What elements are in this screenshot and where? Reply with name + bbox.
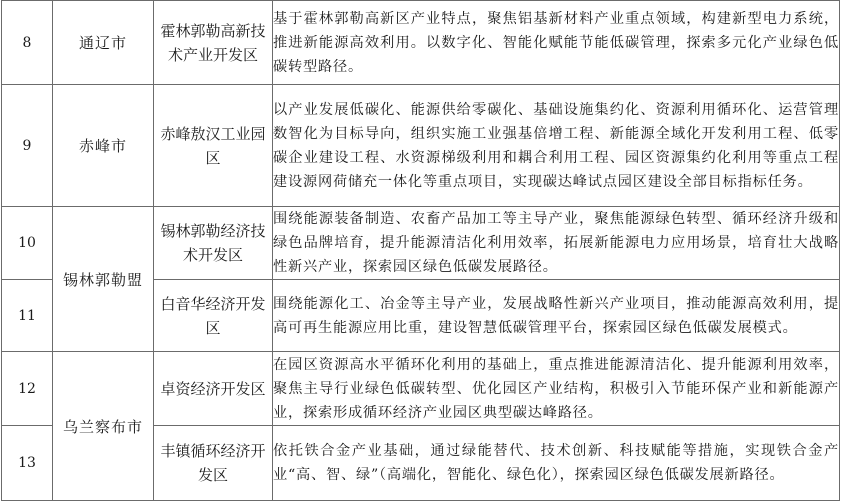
city-cell: 赤峰市 (53, 85, 154, 207)
pilot-parks-table (1, 0, 840, 501)
description-cell: 基于霍林郭勒高新区产业特点，聚焦铝基新材料产业重点领域，构建新型电力系统，推进新能源高效利用。以数字化、智能化赋能节能低碳管理，探索多元化产业绿色低碳转型路径。 (273, 1, 840, 85)
city-cell: 通辽市 (53, 1, 154, 85)
row-number: 9 (2, 85, 53, 207)
city-cell: 乌兰察布市 (53, 352, 154, 501)
row-number: 11 (2, 280, 53, 352)
table-row (2, 352, 840, 426)
table-row (2, 207, 840, 280)
park-cell: 卓资经济开发区 (154, 352, 273, 426)
description-cell: 以产业发展低碳化、能源供给零碳化、基础设施集约化、资源利用循环化、运营管理数智化为目标导向，组织实施工业强基倍增工程、新能源全域化开发利用工程、低零碳企业建设工程、水资源梯级利用和耦合利用工程、园区资源集约化利用等重点工程建设源网荷储充一体化等重点项目，实现碳达峰试点园区建设全部目标指标任务。 (273, 85, 840, 207)
description-cell: 依托铁合金产业基础，通过绿能替代、技术创新、科技赋能等措施，实现铁合金产业“高、智、绿”（高端化，智能化、绿色化），探索园区绿色低碳发展新路径。 (273, 426, 840, 501)
park-cell: 锡林郭勒经济技术开发区 (154, 207, 273, 280)
row-number: 13 (2, 426, 53, 501)
row-number: 12 (2, 352, 53, 426)
table-row (2, 1, 840, 85)
park-cell: 白音华经济开发区 (154, 280, 273, 352)
park-cell: 丰镇循环经济开发区 (154, 426, 273, 501)
park-cell: 赤峰敖汉工业园区 (154, 85, 273, 207)
row-number: 10 (2, 207, 53, 280)
row-number: 8 (2, 1, 53, 85)
description-cell: 围绕能源化工、冶金等主导产业，发展战略性新兴产业项目，推动能源高效利用，提高可再生能源应用比重，建设智慧低碳管理平台，探索园区绿色低碳发展模式。 (273, 280, 840, 352)
description-cell: 在园区资源高水平循环化利用的基础上，重点推进能源清洁化、提升能源利用效率，聚焦主导行业绿色低碳转型、优化园区产业结构，积极引入节能环保产业和新能源产业，探索形成循环经济产业园区典型碳达峰路径。 (273, 352, 840, 426)
description-cell: 围绕能源装备制造、农畜产品加工等主导产业，聚焦能源绿色转型、循环经济升级和绿色品牌培育，提升能源清洁化利用效率，拓展新能源电力应用场景，培育壮大战略性新兴产业，探索园区绿色低碳发展路径。 (273, 207, 840, 280)
city-cell: 锡林郭勒盟 (53, 207, 154, 352)
park-cell: 霍林郭勒高新技术产业开发区 (154, 1, 273, 85)
table-row (2, 85, 840, 207)
